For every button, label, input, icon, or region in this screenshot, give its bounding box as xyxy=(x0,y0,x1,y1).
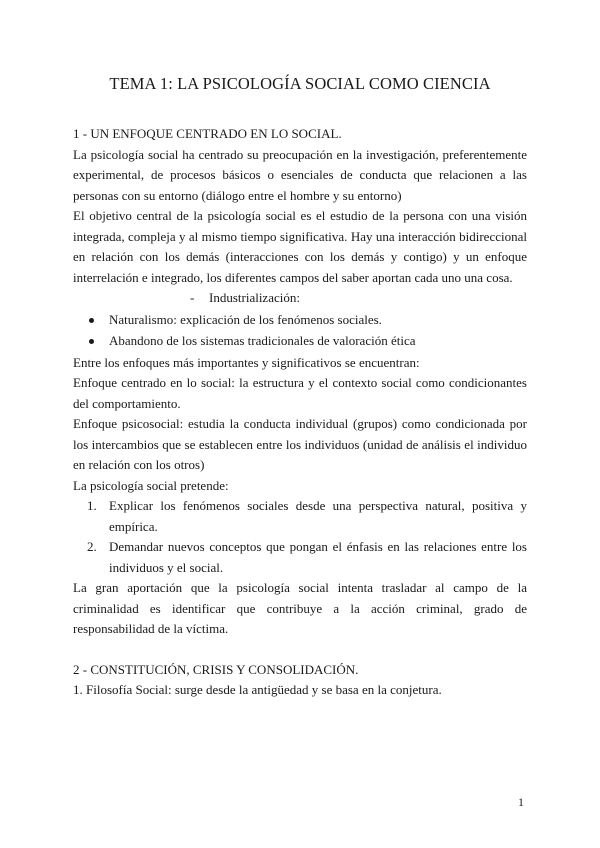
numbered-list-item-text: Explicar los fenómenos sociales desde una perspectiva natural, positiva y empírica. xyxy=(109,498,527,534)
document-title: TEMA 1: LA PSICOLOGÍA SOCIAL COMO CIENCIA xyxy=(109,74,491,93)
paragraph: La gran aportación que la psicología social intenta trasladar al campo de la criminalidad es identificar que contribuye a la acción criminal, grado de responsabilidad de la víctima. xyxy=(73,580,527,636)
dash-list-item-text: Industrialización: xyxy=(209,290,300,305)
paragraph: La psicología social pretende: xyxy=(73,477,229,493)
bullet-list-item-text: Abandono de los sistemas tradicionales de valoración ética xyxy=(109,333,416,348)
bullet-icon xyxy=(89,318,94,323)
paragraph: Entre los enfoques más importantes y significativos se encuentran: xyxy=(73,354,420,370)
list-number: 1. xyxy=(87,498,97,513)
paragraph: El objetivo central de la psicología social es el estudio de la persona con una visión integrada, compleja y al mismo tiempo significativa. Hay una interacción bidireccional en relación con los demás (interacciones con los demás y contigo) y un enfoque interrelación e integrado, los diferentes campos del saber aportan cada uno una cosa. xyxy=(73,208,527,285)
section-heading-2: 2 - CONSTITUCIÓN, CRISIS Y CONSOLIDACIÓN. xyxy=(73,661,359,677)
page-number: 1 xyxy=(518,795,524,809)
section-heading-1: 1 - UN ENFOQUE CENTRADO EN LO SOCIAL. xyxy=(73,126,342,141)
document-body xyxy=(73,124,527,701)
paragraph: 1. Filosofía Social: surge desde la antigüedad y se basa en la conjetura. xyxy=(73,682,442,697)
numbered-list xyxy=(73,496,527,578)
bullet-icon xyxy=(89,339,94,344)
paragraph: La psicología social ha centrado su preocupación en la investigación, preferentemente experimental, de procesos básicos o esenciales de conducta que relacionen a las personas con su entorno (diálogo entre el hombre y su entorno) xyxy=(73,146,527,203)
numbered-list-item xyxy=(87,496,527,537)
bullet-list-item xyxy=(87,331,527,352)
paragraph: Enfoque centrado en lo social: la estructura y el contexto social como condicionantes del comportamiento. xyxy=(73,375,527,411)
spacer xyxy=(73,640,527,660)
paragraph: Enfoque psicosocial: estudia la conducta individual (grupos) como condicionada por los intercambios que se establecen entre los individuos (unidad de análisis el individuo en relación con los otros) xyxy=(73,416,527,472)
bullet-list-item-text: Naturalismo: explicación de los fenómenos sociales. xyxy=(109,311,382,327)
dash-marker: - xyxy=(190,290,195,305)
bullet-list xyxy=(73,310,527,352)
numbered-list-item-text: Demandar nuevos conceptos que pongan el énfasis en las relaciones entre los individuos y el social. xyxy=(109,539,527,575)
dash-list-item xyxy=(73,288,527,309)
list-number: 2. xyxy=(87,539,97,554)
numbered-list-item xyxy=(87,537,527,578)
bullet-list-item xyxy=(87,310,527,331)
